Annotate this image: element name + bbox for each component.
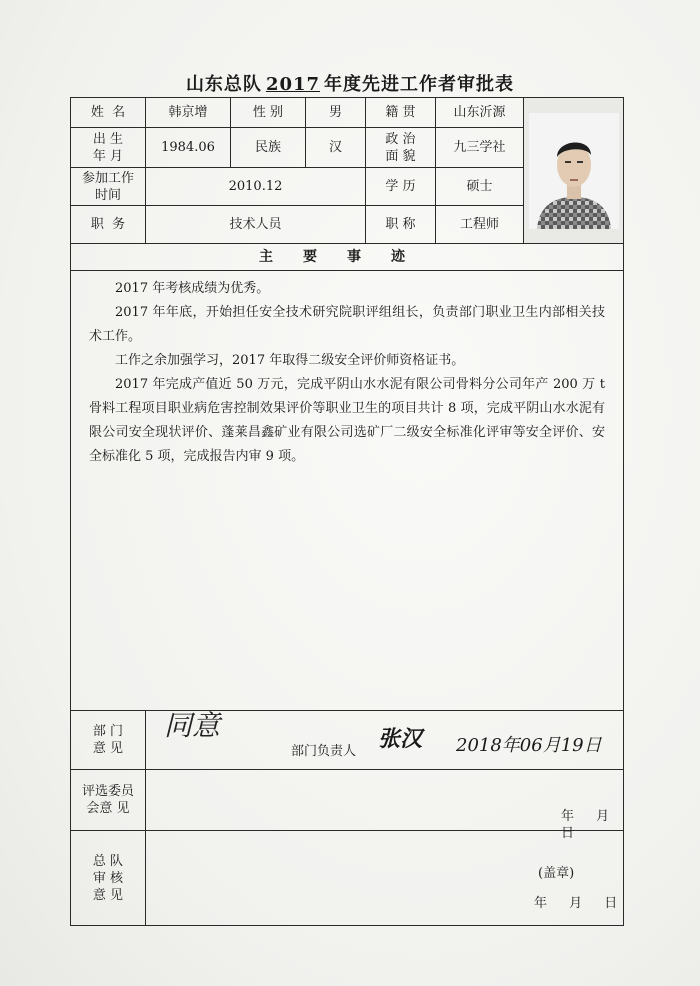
leader-signature: 张汉 bbox=[378, 726, 423, 752]
birth-label: 出 生 年 月 bbox=[71, 128, 146, 168]
photo-cell bbox=[524, 98, 624, 244]
committee-opinion-cell bbox=[146, 770, 624, 841]
approval-table bbox=[70, 97, 624, 926]
deeds-header: 主要事迹 bbox=[71, 244, 624, 271]
work-start-label: 参加工作 时间 bbox=[71, 168, 146, 206]
political-value: 九三学社 bbox=[436, 128, 524, 168]
gender-label: 性 别 bbox=[231, 98, 306, 128]
title-prefix: 山东总队 bbox=[185, 74, 262, 95]
committee-date: 年 月 日 bbox=[561, 809, 610, 841]
title-year: 2017 bbox=[265, 74, 321, 95]
native-label: 籍 贯 bbox=[366, 98, 436, 128]
handwritten-date: 2018年06月19日 bbox=[456, 735, 602, 756]
work-start-value: 2010.12 bbox=[146, 168, 366, 206]
position-label: 职 务 bbox=[71, 206, 146, 244]
handwritten-approval: 同意 bbox=[164, 709, 221, 742]
education-label: 学 历 bbox=[366, 168, 436, 206]
position-value: 技术人员 bbox=[146, 206, 366, 244]
dept-opinion-label: 部 门 意 见 bbox=[71, 711, 146, 770]
deeds-body bbox=[71, 271, 624, 711]
stamp-placeholder: (盖章) bbox=[538, 866, 575, 881]
title-suffix: 年度先进工作者审批表 bbox=[324, 74, 515, 95]
deed-paragraph: 2017 年完成产值近 50 万元，完成平阴山水水泥有限公司骨料分公司年产 200 万 t 骨料工程项目职业病危害控制效果评价等职业卫生的项目共计 8 项，完成平阴山水水泥有限公司安全现状评价、蓬莱昌鑫矿业有限公司选矿厂二级安全标准化评审等安全评价、安全标准化 5 项，完成报告内审 9 项。 bbox=[89, 377, 605, 464]
deed-paragraph: 2017 年年底，开始担任安全技术研究院职评组组长，负责部门职业卫生内部相关技术工作。 bbox=[89, 305, 605, 344]
birth-value: 1984.06 bbox=[146, 128, 231, 168]
title-label: 职 称 bbox=[366, 206, 436, 244]
ethnic-label: 民族 bbox=[231, 128, 306, 168]
hq-review-cell bbox=[146, 831, 624, 926]
dept-leader-label: 部门负责人 bbox=[291, 744, 357, 759]
dept-opinion-cell bbox=[146, 711, 624, 770]
deed-paragraph: 工作之余加强学习，2017 年取得二级安全评价师资格证书。 bbox=[115, 353, 465, 368]
education-value: 硕士 bbox=[436, 168, 524, 206]
political-label: 政 治 面 貌 bbox=[366, 128, 436, 168]
gender-value: 男 bbox=[306, 98, 366, 128]
native-value: 山东沂源 bbox=[436, 98, 524, 128]
id-photo bbox=[529, 113, 619, 229]
title-value: 工程师 bbox=[436, 206, 524, 244]
ethnic-value: 汉 bbox=[306, 128, 366, 168]
hq-review-label: 总 队 审 核 意 见 bbox=[71, 831, 146, 926]
name-label: 姓 名 bbox=[71, 98, 146, 128]
name-value: 韩京增 bbox=[146, 98, 231, 128]
committee-opinion-label: 评选委员 会意 见 bbox=[71, 770, 146, 831]
form-title bbox=[0, 70, 700, 96]
deed-paragraph: 2017 年考核成绩为优秀。 bbox=[115, 281, 270, 296]
hq-date: 年 月 日 bbox=[534, 896, 618, 911]
